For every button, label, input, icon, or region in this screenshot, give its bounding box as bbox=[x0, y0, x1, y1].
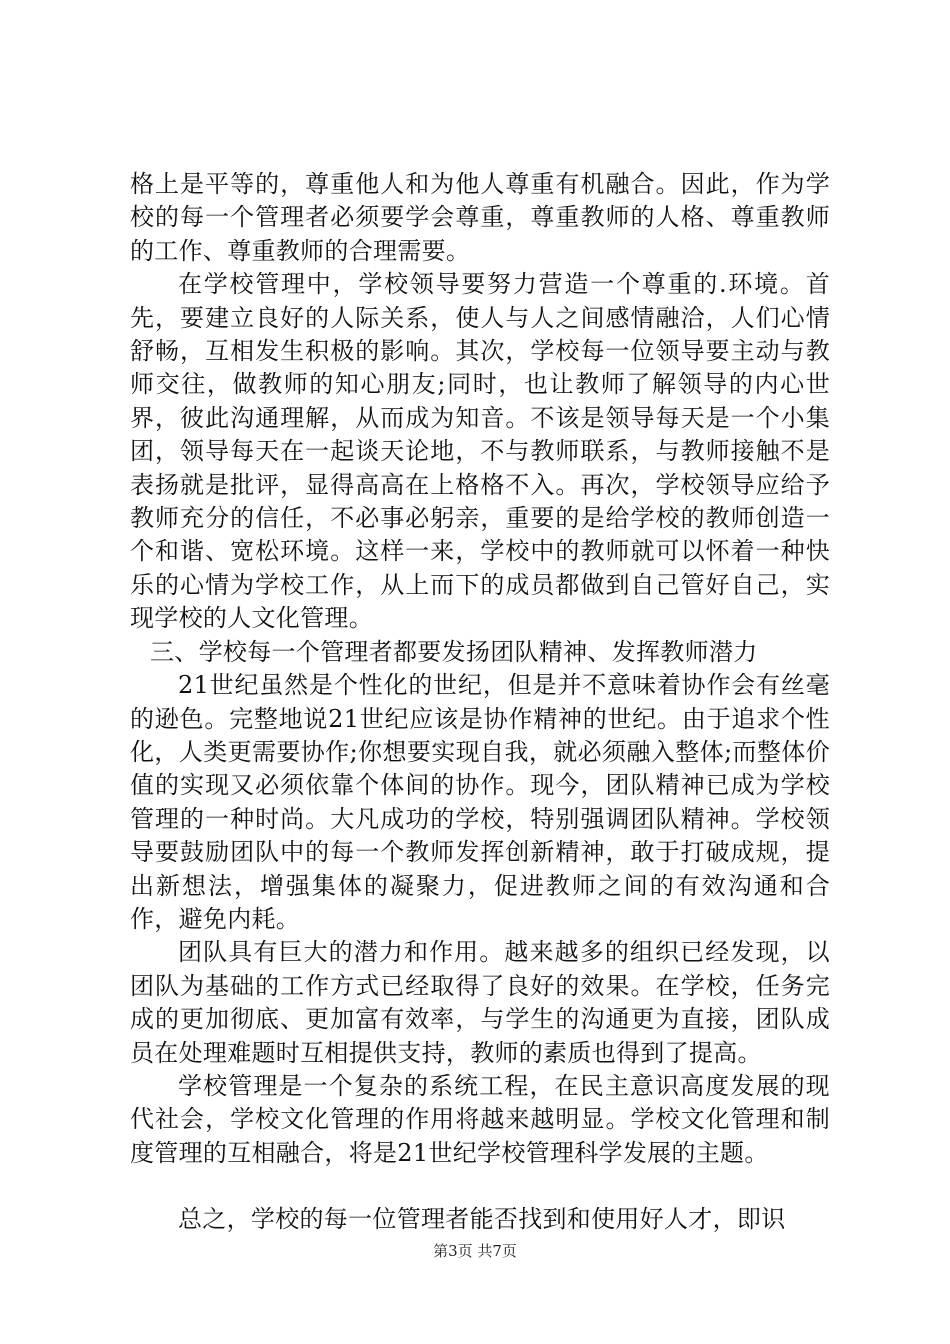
document-body bbox=[130, 168, 830, 1237]
section-heading-team-spirit: 三、学校每一个管理者都要发扬团队精神、发挥教师潜力 bbox=[150, 637, 758, 666]
paragraph-team-potential: 团队具有巨大的潜力和作用。越来越多的组织已经发现，以团队为基础的工作方式已经取得了良好的效果。在学校，任务完成的更加彻底、更加富有效率，与学生的沟通更为直接，团队成员在处理难题时互相提供支持，教师的素质也得到了提高。 bbox=[130, 938, 830, 1067]
paragraph-respect-environment: 在学校管理中，学校领导要努力营造一个尊重的.环境。首先，要建立良好的人际关系，使人与人之间感情融洽，人们心情舒畅，互相发生积极的影响。其次，学校每一位领导要主动与教师交往，做教师的知心朋友;同时，也让教师了解领导的内心世界，彼此沟通理解，从而成为知音。不该是领导每天是一个小集团，领导每天在一起谈天论地，不与教师联系，与教师接触不是表扬就是批评，显得高高在上格格不入。再次，学校领导应给予教师充分的信任，不必事必躬亲，重要的是给学校的教师创造一个和谐、宽松环境。这样一来，学校中的教师就可以怀着一种快乐的心情为学校工作，从上而下的成员都做到自己管好自己，实现学校的人文化管理。 bbox=[130, 270, 830, 633]
paragraph-continuation: 格上是平等的，尊重他人和为他人尊重有机融合。因此，作为学校的每一个管理者必须要学会尊重，尊重教师的人格、尊重教师的工作、尊重教师的合理需要。 bbox=[130, 170, 830, 265]
page-number-label: 第3页 共7页 bbox=[433, 1242, 517, 1260]
page-footer bbox=[0, 1240, 950, 1261]
paragraph-school-management-system: 学校管理是一个复杂的系统工程，在民主意识高度发展的现代社会，学校文化管理的作用将越来越明显。学校文化管理和制度管理的互相融合，将是21世纪学校管理科学发展的主题。 bbox=[130, 1071, 830, 1167]
paragraph-conclusion: 总之，学校的每一位管理者能否找到和使用好人才，即识 bbox=[178, 1205, 786, 1234]
paragraph-21st-century-collaboration: 21世纪虽然是个性化的世纪，但是并不意味着协作会有丝毫的逊色。完整地说21世纪应该是协作精神的世纪。由于追求个性化，人类更需要协作;你想要实现自我，就必须融入整体;而整体价值的实现又必须依靠个体间的协作。现今，团队精神已成为学校管理的一种时尚。大凡成功的学校，特别强调团队精神。学校领导要鼓励团队中的每一个教师发挥创新精神，敢于打破成规，提出新想法，增强集体的凝聚力，促进教师之间的有效沟通和合作，避免内耗。 bbox=[130, 671, 830, 933]
